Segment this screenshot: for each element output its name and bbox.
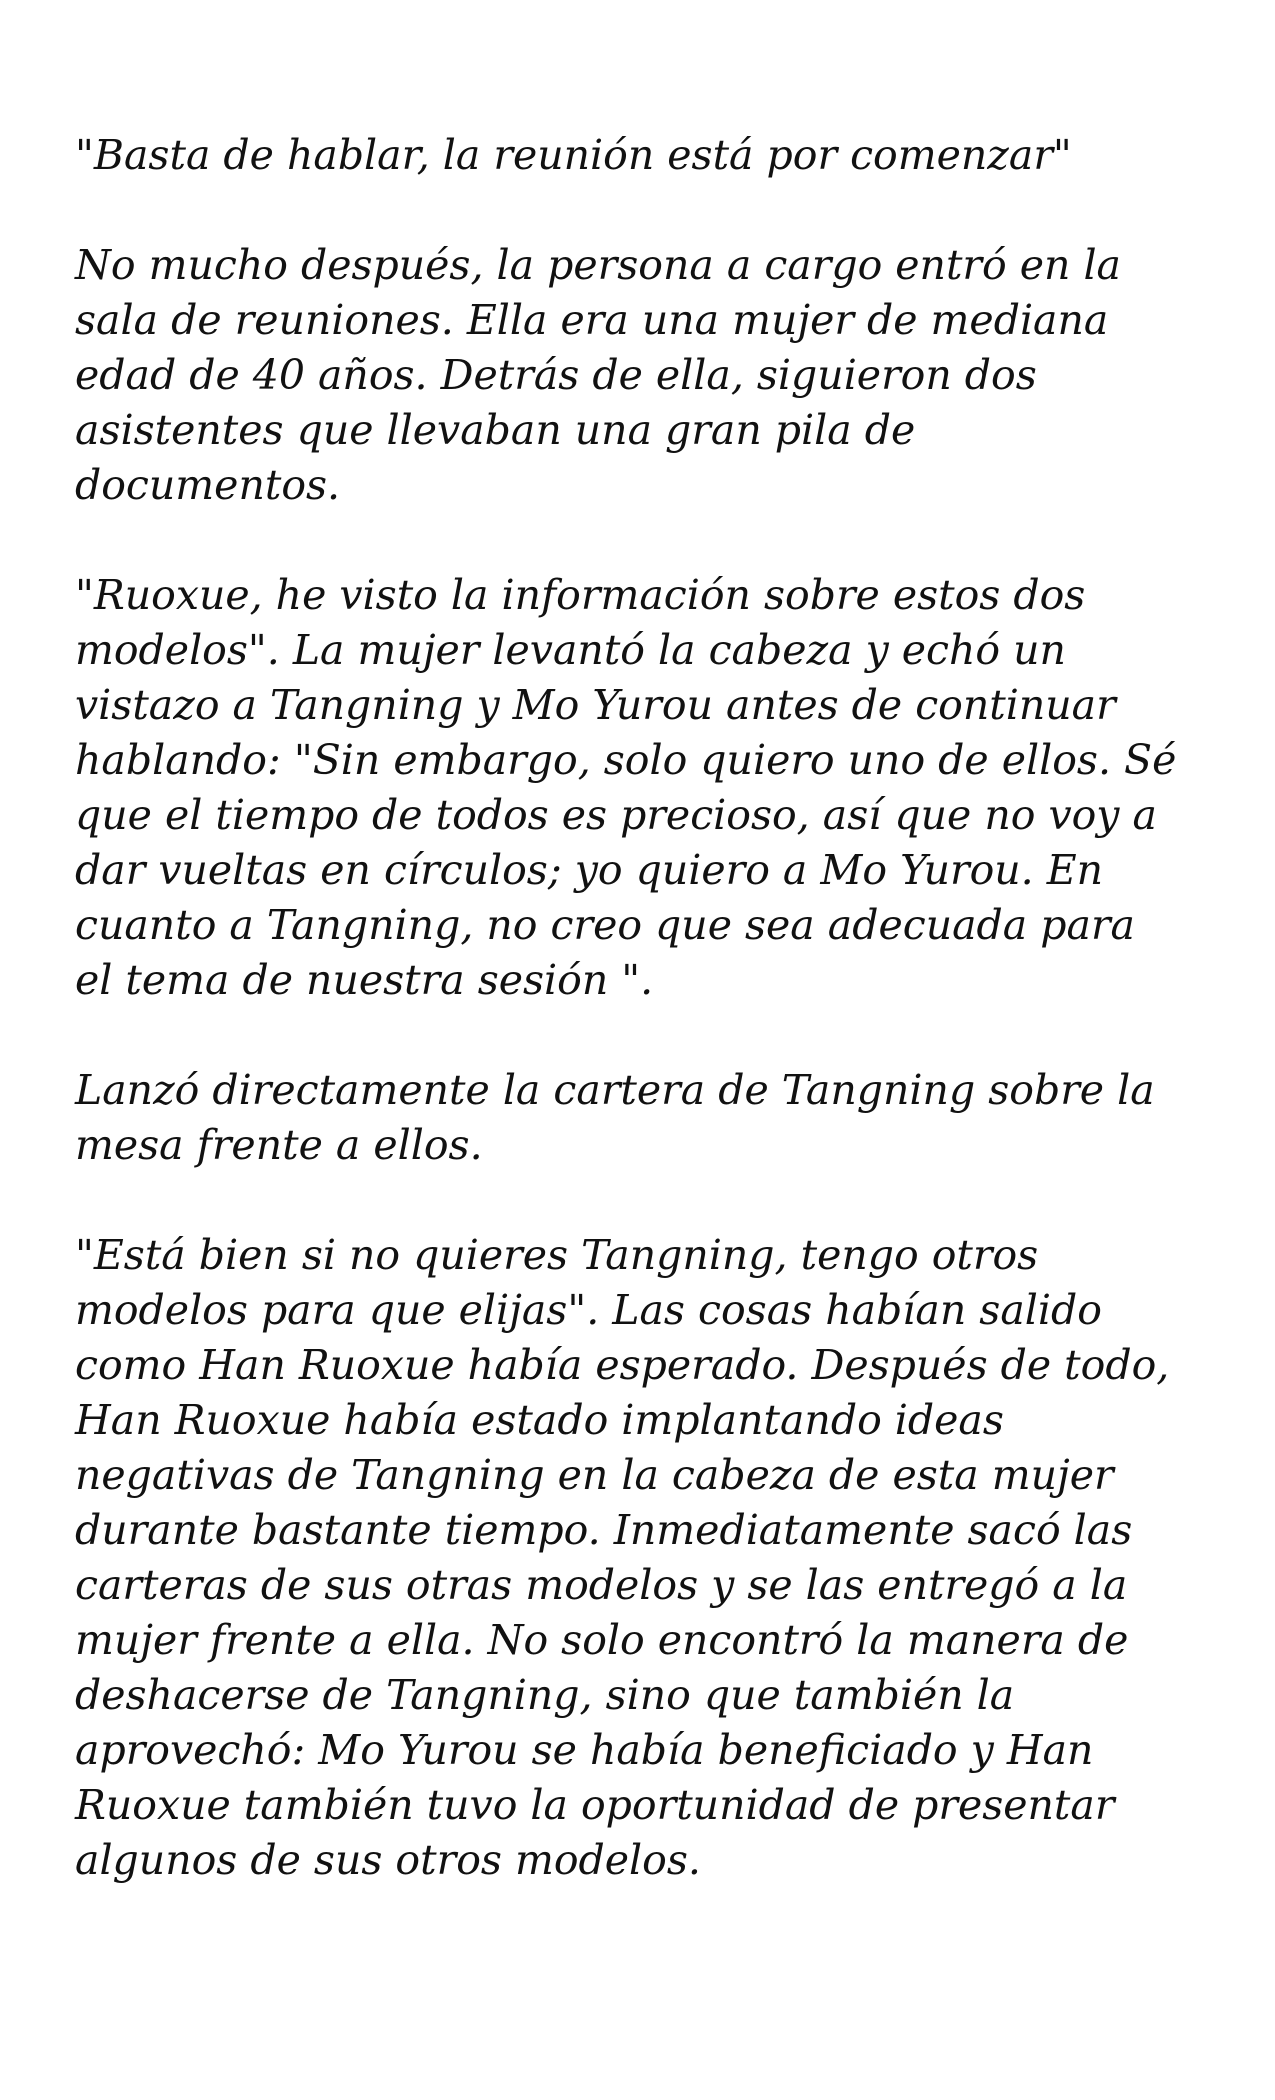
text-line: algunos de sus otros modelos.: [75, 1836, 701, 1884]
text-line: sala de reuniones. Ella era una mujer de mediana: [75, 296, 1109, 344]
paragraph-1: [75, 128, 1205, 183]
text-line: modelos para que elijas". Las cosas habían salido: [75, 1286, 1102, 1334]
text-line: Ruoxue también tuvo la oportunidad de presentar: [75, 1781, 1115, 1829]
text-line: "Está bien si no quieres Tangning, tengo otros: [75, 1231, 1039, 1279]
text-line: Han Ruoxue había estado implantando ideas: [75, 1396, 1004, 1444]
text-line: asistentes que llevaban una gran pila de: [75, 406, 916, 454]
text-line: deshacerse de Tangning, sino que también la: [75, 1671, 1015, 1719]
text-line: como Han Ruoxue había esperado. Después de todo,: [75, 1341, 1170, 1389]
text-line: durante bastante tiempo. Inmediatamente sacó las: [75, 1506, 1133, 1554]
text-line: aprovechó: Mo Yurou se había beneficiado y Han: [75, 1726, 1094, 1774]
document-page: [75, 128, 1205, 1943]
text-line: Lanzó directamente la cartera de Tangning sobre la: [75, 1066, 1155, 1114]
text-line: "Basta de hablar, la reunión está por comenzar": [75, 131, 1072, 179]
text-line: vistazo a Tangning y Mo Yurou antes de continuar: [75, 681, 1116, 729]
paragraph-2: [75, 238, 1205, 513]
text-line: dar vueltas en círculos; yo quiero a Mo Yurou. En: [75, 846, 1104, 894]
text-line: hablando: "Sin embargo, solo quiero uno de ellos. Sé: [75, 736, 1177, 784]
text-line: "Ruoxue, he visto la información sobre estos dos: [75, 571, 1086, 619]
text-line: cuanto a Tangning, no creo que sea adecuada para: [75, 901, 1135, 949]
text-line: que el tiempo de todos es precioso, así que no voy a: [75, 791, 1157, 839]
text-line: mesa frente a ellos.: [75, 1121, 483, 1169]
paragraph-4: [75, 1063, 1205, 1173]
text-line: No mucho después, la persona a cargo entró en la: [75, 241, 1122, 289]
text-line: mujer frente a ella. No solo encontró la manera de: [75, 1616, 1129, 1664]
text-line: edad de 40 años. Detrás de ella, siguieron dos: [75, 351, 1037, 399]
paragraph-5: [75, 1228, 1205, 1888]
paragraph-3: [75, 568, 1205, 1008]
text-line: modelos". La mujer levantó la cabeza y echó un: [75, 626, 1066, 674]
text-line: carteras de sus otras modelos y se las entregó a la: [75, 1561, 1128, 1609]
text-line: negativas de Tangning en la cabeza de esta mujer: [75, 1451, 1114, 1499]
text-line: documentos.: [75, 461, 341, 509]
text-line: el tema de nuestra sesión ".: [75, 956, 654, 1004]
